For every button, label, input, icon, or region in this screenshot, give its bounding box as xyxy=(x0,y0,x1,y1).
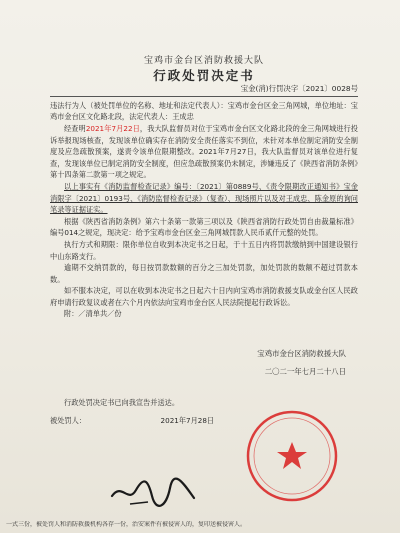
basis-paragraph xyxy=(50,216,358,239)
appeal-paragraph xyxy=(50,285,358,308)
facts-intro: 经查明 xyxy=(64,123,86,133)
facts-date: 2021年7月22日 xyxy=(85,123,140,133)
execution-text: 执行方式和期限：限你单位自收到本决定书之日起，于十五日内将罚款缴纳到中国建设银行中山东路支行。 xyxy=(50,239,358,261)
issue-date-line xyxy=(50,366,346,378)
served-note: 行政处罚决定书已向我宣告并送达。 xyxy=(64,398,180,408)
execution-paragraph xyxy=(50,239,358,262)
issue-date: 二〇二一年七月二十八日 xyxy=(264,366,346,376)
served-party-line: 被处罚人： 2021年7月28日 xyxy=(50,415,215,425)
attachment-paragraph xyxy=(50,308,358,320)
header-divider xyxy=(50,96,358,97)
document-title: 行政处罚决定书 xyxy=(153,67,255,83)
appeal-text: 如不服本决定，可以在收到本决定书之日起六十日内向宝鸡市消防救援支队或金台区人民政府申请行政复议或者在六个月内依法向宝鸡市金台区人民法院提起行政诉讼。 xyxy=(50,286,358,307)
evidence-text: 以上事实有《消防监督检查记录》编号：〔2021〕第0889号、《责令限期改正通知书》宝金消限字〔2021〕0193号、《消防监督检查记录》（复查）、现场照片以及对王成忠、陈金原的询问笔录等证据证实。 xyxy=(50,181,358,215)
footnote: 一式三份，被处罚人和消防救援机构各存一份，治安案件有被侵害人的，复印送被侵害人。 xyxy=(6,521,247,528)
document-number: 宝金(消)行罚决字〔2021〕0028号 xyxy=(240,84,358,94)
basis-text: 根据《陕西省消防条例》第六十条第一款第三项以及《陕西省消防行政处罚自由裁量标准》编号014之规定，现决定：给予宝鸡市金台区金三角网城罚款人民币贰仟元整的处罚。 xyxy=(50,216,358,238)
issuer-name: 宝鸡市金台区消防救援大队 xyxy=(257,349,346,359)
facts-detail: ，我大队监督员对位于宝鸡市金台区文化路北段的金三角网城进行投诉举报现场核查，发现该单位确实存在消防安全责任落实不到位，未针对本单位制定消防安全制度及应急疏散预案，遂责令该单位限期整改。2021年7月27日，我大队监督员对该单位进行复查，发现该单位已制定消防安全制度，但应急疏散预案仍未制定，涉嫌违反了《陕西省消防条例》第十四条第二款第一项之规定。 xyxy=(50,123,358,180)
late-payment-paragraph xyxy=(50,262,358,285)
evidence-paragraph xyxy=(50,181,358,216)
party-line: 违法行为人（被处罚单位的名称、地址和法定代表人）：宝鸡市金台区金三角网城，单位地址：宝鸡市金台区文化路北段，法定代表人：王成忠 xyxy=(50,100,358,122)
served-paragraph xyxy=(50,397,358,409)
facts-paragraph xyxy=(50,123,358,181)
attachment-text: 附：／清单共／份 xyxy=(64,309,122,319)
agency-name: 宝鸡市金台区消防救援大队 xyxy=(143,56,264,66)
handwritten-signature-icon xyxy=(108,474,198,514)
issuer-line xyxy=(50,348,346,360)
party-paragraph xyxy=(50,100,358,123)
late-payment-text: 逾期不交纳罚款的，每日按罚款数额的百分之三加处罚款，加处罚款的数额不超过罚款本数。 xyxy=(50,263,358,284)
served-label: 被处罚人 xyxy=(50,415,79,425)
served-date: 2021年7月28日 xyxy=(160,415,215,425)
